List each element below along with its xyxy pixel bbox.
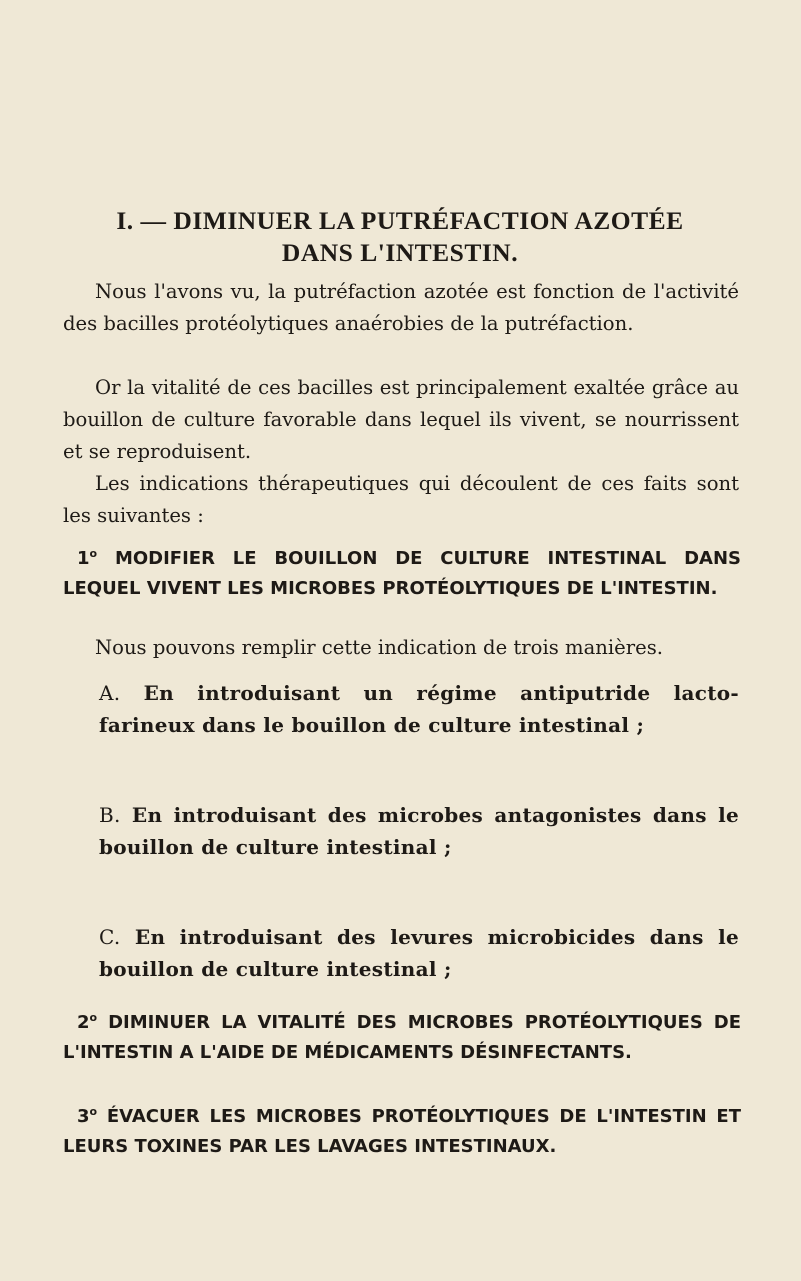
item-3-number: 3 xyxy=(77,1106,90,1127)
subitem-c-text: En introduisant des levures microbicides dans le bouillon de culture intestinal ; xyxy=(99,925,739,981)
item-2-number: 2 xyxy=(77,1012,90,1033)
section-title-line-2: DANS L'INTESTIN. xyxy=(281,238,519,267)
section-title xyxy=(30,205,770,269)
subitem-a-letter: A. xyxy=(99,681,121,705)
subitem-a xyxy=(99,677,739,741)
item-1-ordinal: o xyxy=(89,547,98,560)
subitem-a-text: En introduisant un régime antiputride lacto-farineux dans le bouillon de culture intestinal ; xyxy=(99,681,740,737)
item-3-heading xyxy=(63,1097,741,1162)
paragraph-indications: Les indications thérapeutiques qui découlent de ces faits sont les suivantes : xyxy=(63,472,739,527)
item-3-ordinal: o xyxy=(89,1105,98,1118)
subitem-c xyxy=(99,921,739,985)
paragraph-intro: Nous l'avons vu, la putréfaction azotée est fonction de l'activité des bacilles protéolytiques anaérobies de la putréfaction. xyxy=(63,280,739,335)
subitem-b-text: En introduisant des microbes antagonistes dans le bouillon de culture intestinal ; xyxy=(99,803,739,859)
paragraph-vitality: Or la vitalité de ces bacilles est principalement exaltée grâce au bouillon de culture favorable dans lequel ils vivent, se nourrissent et se reproduisent. xyxy=(63,376,739,463)
subitem-b-letter: B. xyxy=(99,803,121,827)
subitem-b xyxy=(99,799,739,863)
item-3-text: ÉVACUER LES MICROBES PROTÉOLYTIQUES DE L'INTESTIN ET LEURS TOXINES PAR LES LAVAGES INTESTINAUX. xyxy=(63,1106,741,1157)
item-2-text: DIMINUER LA VITALITÉ DES MICROBES PROTÉOLYTIQUES DE L'INTESTIN A L'AIDE DE MÉDICAMENTS DÉSINFECTANTS. xyxy=(63,1012,741,1063)
item-1-text: MODIFIER LE BOUILLON DE CULTURE INTESTINAL DANS LEQUEL VIVENT LES MICROBES PROTÉOLYTIQUES DE L'INTESTIN. xyxy=(63,548,741,599)
subitem-c-letter: C. xyxy=(99,925,121,949)
section-title-line-1: I. — DIMINUER LA PUTRÉFACTION AZOTÉE xyxy=(116,206,684,235)
paragraph-three-ways: Nous pouvons remplir cette indication de trois manières. xyxy=(95,636,663,659)
item-1-number: 1 xyxy=(77,548,90,569)
item-2-ordinal: o xyxy=(89,1011,98,1024)
item-2-heading xyxy=(63,1003,741,1068)
item-1-heading xyxy=(63,539,741,604)
